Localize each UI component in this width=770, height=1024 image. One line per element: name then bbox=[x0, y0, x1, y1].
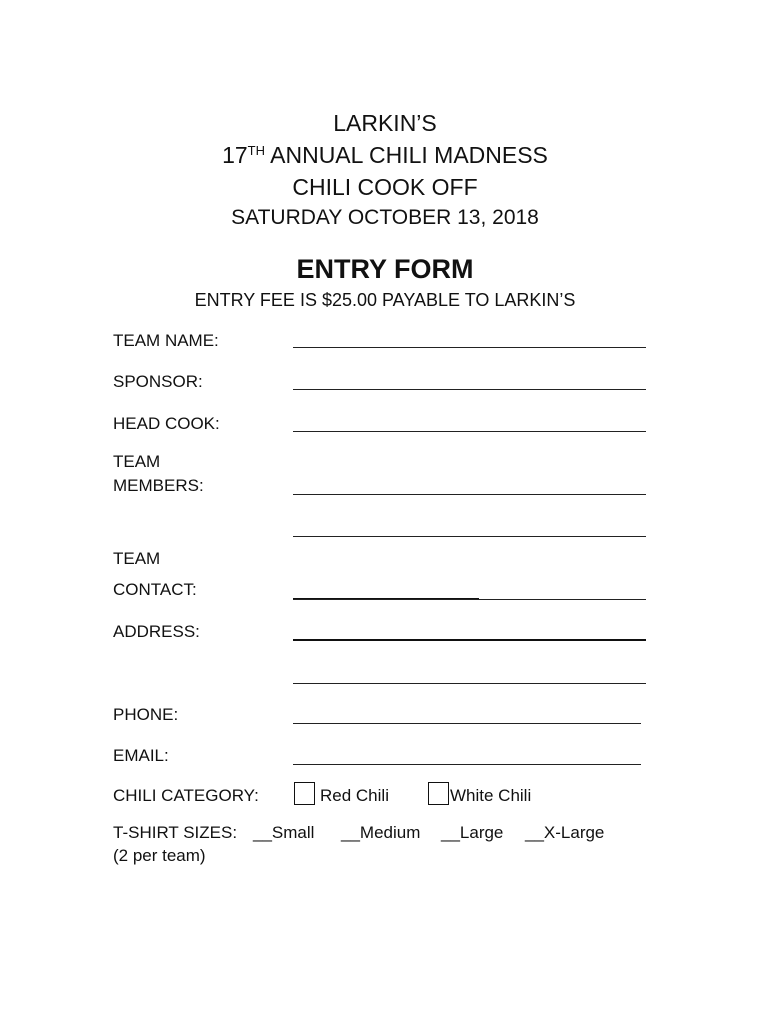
address-field-1[interactable] bbox=[293, 624, 646, 641]
team-members-label-1: TEAM bbox=[113, 452, 161, 471]
email-field[interactable] bbox=[293, 748, 641, 765]
team-members-field-2[interactable] bbox=[293, 520, 646, 537]
red-chili-label: Red Chili bbox=[320, 786, 389, 805]
team-contact-label-1: TEAM bbox=[113, 549, 161, 568]
team-name-label: TEAM NAME: bbox=[113, 331, 219, 350]
phone-label: PHONE: bbox=[113, 705, 179, 724]
address-label: ADDRESS: bbox=[113, 622, 200, 641]
title-larkins: LARKIN’S bbox=[333, 110, 437, 136]
head-cook-label: HEAD COOK: bbox=[113, 414, 220, 433]
form-title: ENTRY FORM bbox=[296, 254, 474, 284]
team-members-label-2: MEMBERS: bbox=[113, 476, 204, 495]
address-field-2[interactable] bbox=[293, 667, 646, 684]
email-label: EMAIL: bbox=[113, 746, 169, 765]
phone-field[interactable] bbox=[293, 707, 641, 724]
title-annual-ordinal: TH bbox=[247, 143, 266, 158]
tshirt-size-medium[interactable]: __Medium bbox=[341, 823, 421, 842]
title-cook-off: CHILI COOK OFF bbox=[292, 174, 478, 200]
tshirt-note: (2 per team) bbox=[113, 846, 206, 865]
white-chili-label: White Chili bbox=[450, 786, 532, 805]
event-date: SATURDAY OCTOBER 13, 2018 bbox=[231, 206, 539, 229]
head-cook-field[interactable] bbox=[293, 415, 646, 432]
tshirt-size-large[interactable]: __Large bbox=[441, 823, 504, 842]
title-annual bbox=[0, 142, 770, 169]
tshirt-sizes-label: T-SHIRT SIZES: bbox=[113, 823, 238, 842]
entry-fee: ENTRY FEE IS $25.00 PAYABLE TO LARKIN’S bbox=[194, 290, 576, 310]
sponsor-label: SPONSOR: bbox=[113, 372, 203, 391]
title-annual-text: ANNUAL CHILI MADNESS bbox=[265, 142, 548, 168]
red-chili-checkbox[interactable] bbox=[294, 782, 315, 805]
white-chili-checkbox[interactable] bbox=[428, 782, 449, 805]
chili-category-label: CHILI CATEGORY: bbox=[113, 786, 259, 805]
tshirt-size-xlarge[interactable]: __X-Large bbox=[525, 823, 605, 842]
team-contact-underline-accent bbox=[293, 598, 479, 599]
title-annual-number: 17 bbox=[222, 142, 248, 168]
team-name-field[interactable] bbox=[293, 332, 646, 348]
team-contact-label-2: CONTACT: bbox=[113, 580, 197, 599]
team-members-field-1[interactable] bbox=[293, 478, 646, 495]
tshirt-size-small[interactable]: __Small bbox=[253, 823, 315, 842]
sponsor-field[interactable] bbox=[293, 373, 646, 390]
